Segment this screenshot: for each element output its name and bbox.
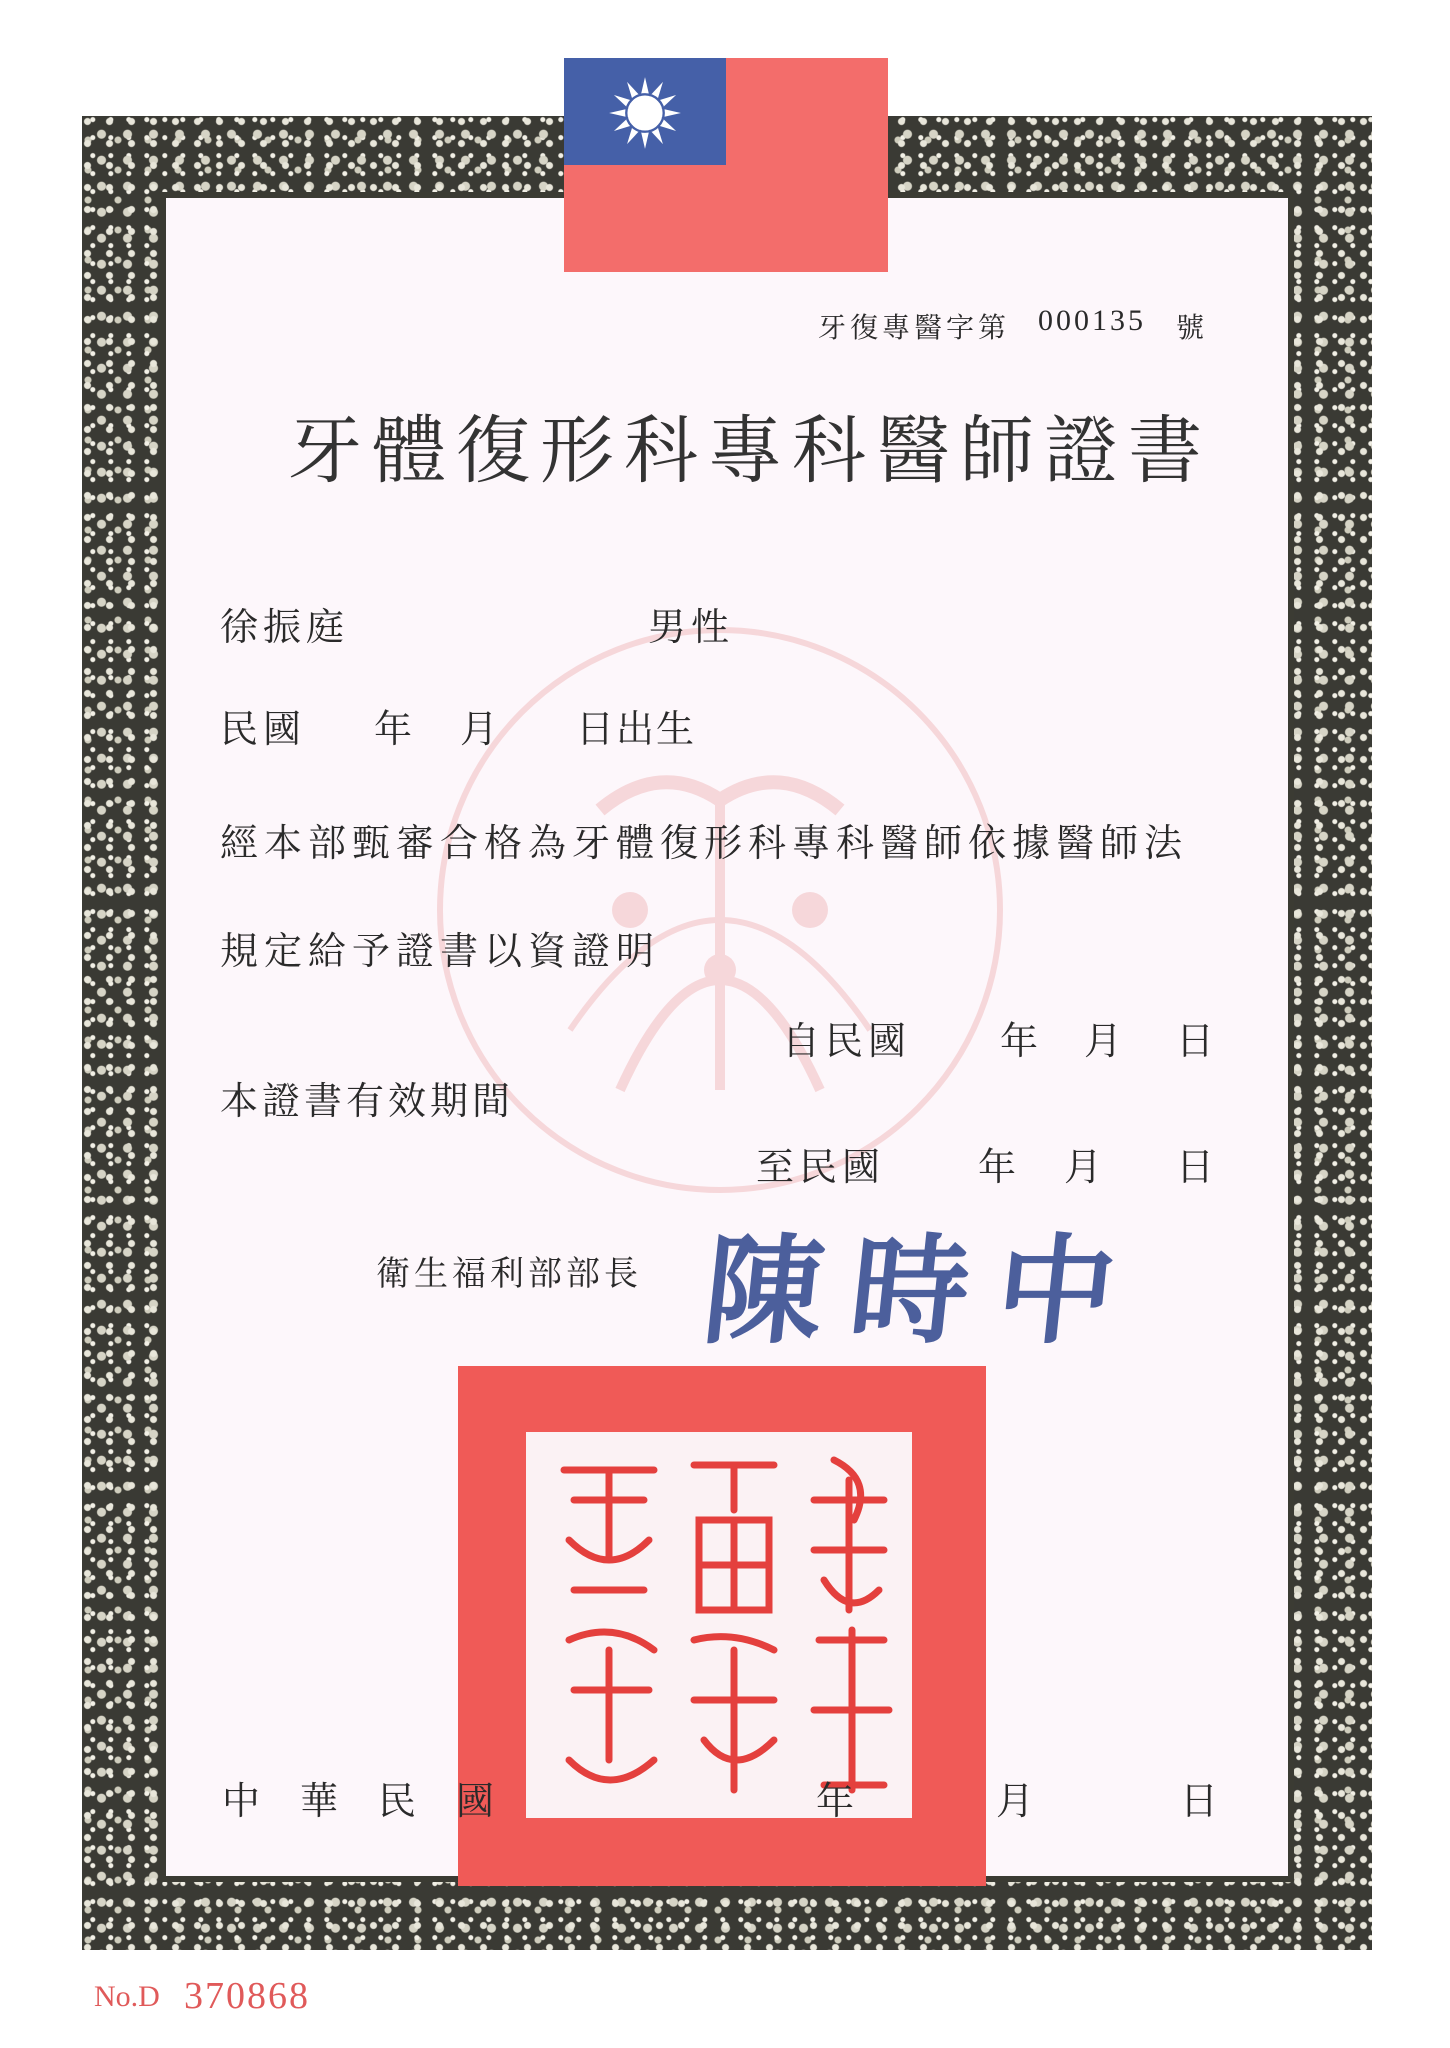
valid-to-day-label: 日 [1176, 1145, 1220, 1189]
valid-to-era: 至民國 [756, 1145, 886, 1189]
statement-line-1: 經本部甄審合格為牙體復形科專科醫師依據醫師法 [220, 821, 1189, 865]
certificate-number: 000135 [1038, 304, 1146, 337]
certificate-number-suffix: 號 [1176, 311, 1210, 344]
valid-from-era: 自民國 [782, 1019, 912, 1063]
certificate-title: 牙體復形科專科醫師證書 [288, 408, 1212, 494]
valid-to-month-label: 月 [1064, 1145, 1108, 1189]
birth-era-label: 民國 [220, 707, 307, 751]
serial-prefix: No.D [94, 1980, 160, 2013]
valid-from-month-label: 月 [1084, 1019, 1128, 1063]
issue-date-year-label: 年 [816, 1779, 860, 1823]
issue-date-day-label: 日 [1180, 1779, 1224, 1823]
valid-from-year-label: 年 [1000, 1019, 1044, 1063]
validity-period-label: 本證書有效期間 [220, 1079, 515, 1123]
issue-date-month-label: 月 [996, 1779, 1040, 1823]
statement-line-2: 規定給予證書以資證明 [220, 929, 661, 973]
minister-title: 衛生福利部部長 [376, 1254, 642, 1294]
certificate-number-prefix: 牙復專醫字第 [818, 311, 1011, 344]
minister-signature: 陳時中 [697, 1222, 1151, 1360]
valid-to-year-label: 年 [978, 1145, 1022, 1189]
valid-from-day-label: 日 [1176, 1019, 1220, 1063]
serial-number: 370868 [184, 1975, 310, 2017]
holder-name: 徐振庭 [220, 605, 350, 649]
birth-month-label: 月 [460, 707, 504, 751]
holder-sex: 男性 [648, 605, 735, 649]
seal-script-glyphs [534, 1440, 904, 1810]
white-sun-icon [606, 74, 684, 152]
issue-date-era: 中華民國 [222, 1779, 535, 1823]
birth-year-label: 年 [374, 707, 418, 751]
birth-day-label: 日出生 [576, 707, 697, 751]
